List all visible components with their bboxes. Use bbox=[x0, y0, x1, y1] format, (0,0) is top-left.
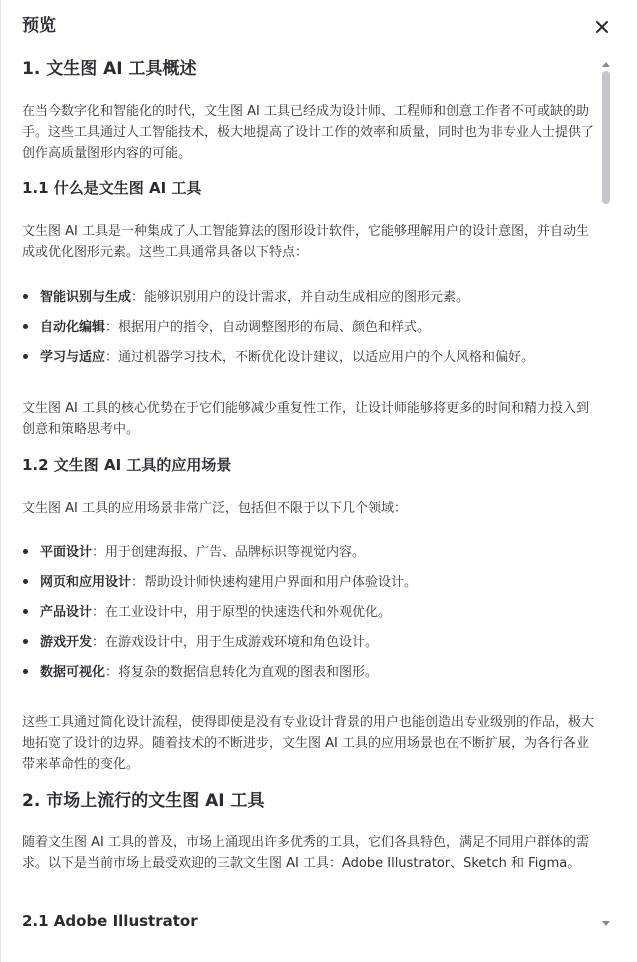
paragraph-2: 随着文生图 AI 工具的普及，市场上涌现出许多优秀的工具，它们各具特色，满足不同用户群体的需求。以下是当前市场上最受欢迎的三款文生图 AI 工具：Adobe Illustrator、Sketch 和 Figma。 bbox=[22, 835, 589, 871]
heading-1-1: 1.1 什么是文生图 AI 工具 bbox=[22, 179, 202, 197]
paragraph-1-2-after: 这些工具通过简化设计流程，使得即使是没有专业设计背景的用户也能创造出专业级别的作品，极大地拓宽了设计的边界。随着技术的不断进步，文生图 AI 工具的应用场景也在不断扩展，为各行各业带来革命性的变化。 bbox=[22, 715, 595, 772]
list-item: 平面设计：用于创建海报、广告、品牌标识等视觉内容。 bbox=[22, 542, 594, 563]
bullet-icon bbox=[23, 579, 28, 584]
list-item: 游戏开发：在游戏设计中，用于生成游戏环境和角色设计。 bbox=[22, 632, 594, 653]
bullet-icon bbox=[23, 294, 28, 299]
chevron-up-icon[interactable] bbox=[602, 62, 610, 67]
paragraph-1-1: 文生图 AI 工具是一种集成了人工智能算法的图形设计软件，它能够理解用户的设计意图，并自动生成或优化图形元素。这些工具通常具备以下特点： bbox=[22, 224, 589, 260]
list-item: 数据可视化：将复杂的数据信息转化为直观的图表和图形。 bbox=[22, 662, 594, 683]
close-button[interactable] bbox=[591, 16, 613, 38]
list-item: 自动化编辑：根据用户的指令，自动调整图形的布局、颜色和样式。 bbox=[22, 317, 594, 338]
modal-title: 预览 bbox=[22, 16, 56, 36]
scrollbar-thumb[interactable] bbox=[602, 71, 610, 204]
vertical-scrollbar[interactable] bbox=[599, 56, 613, 936]
close-icon bbox=[596, 21, 608, 33]
list-item: 智能识别与生成：能够识别用户的设计需求，并自动生成相应的图形元素。 bbox=[22, 287, 594, 308]
chevron-down-icon[interactable] bbox=[602, 921, 610, 926]
bullet-icon bbox=[23, 549, 28, 554]
paragraph-intro: 在当今数字化和智能化的时代，文生图 AI 工具已经成为设计师、工程师和创意工作者不可或缺的助手。这些工具通过人工智能技术，极大地提高了设计工作的效率和质量，同时也为非专业人士提供了创作高质量图形内容的可能。 bbox=[22, 104, 595, 161]
heading-2-1: 2.1 Adobe Illustrator bbox=[22, 912, 198, 930]
list-item: 学习与适应：通过机器学习技术，不断优化设计建议，以适应用户的个人风格和偏好。 bbox=[22, 347, 594, 368]
heading-2: 2. 市场上流行的文生图 AI 工具 bbox=[22, 791, 265, 811]
bullet-icon bbox=[23, 324, 28, 329]
bullet-icon bbox=[23, 609, 28, 614]
preview-content[interactable] bbox=[22, 52, 597, 960]
list-item: 网页和应用设计：帮助设计师快速构建用户界面和用户体验设计。 bbox=[22, 572, 594, 593]
heading-1-2: 1.2 文生图 AI 工具的应用场景 bbox=[22, 456, 232, 474]
list-item: 产品设计：在工业设计中，用于原型的快速迭代和外观优化。 bbox=[22, 602, 594, 623]
paragraph-1-2: 文生图 AI 工具的应用场景非常广泛，包括但不限于以下几个领域： bbox=[22, 501, 407, 516]
heading-1: 1. 文生图 AI 工具概述 bbox=[22, 59, 197, 79]
bullet-icon bbox=[23, 669, 28, 674]
modal-header bbox=[1, 0, 637, 52]
paragraph-1-1-after: 文生图 AI 工具的核心优势在于它们能够减少重复性工作，让设计师能够将更多的时间和精力投入到创意和策略思考中。 bbox=[22, 401, 589, 437]
bullet-icon bbox=[23, 354, 28, 359]
bullet-icon bbox=[23, 639, 28, 644]
